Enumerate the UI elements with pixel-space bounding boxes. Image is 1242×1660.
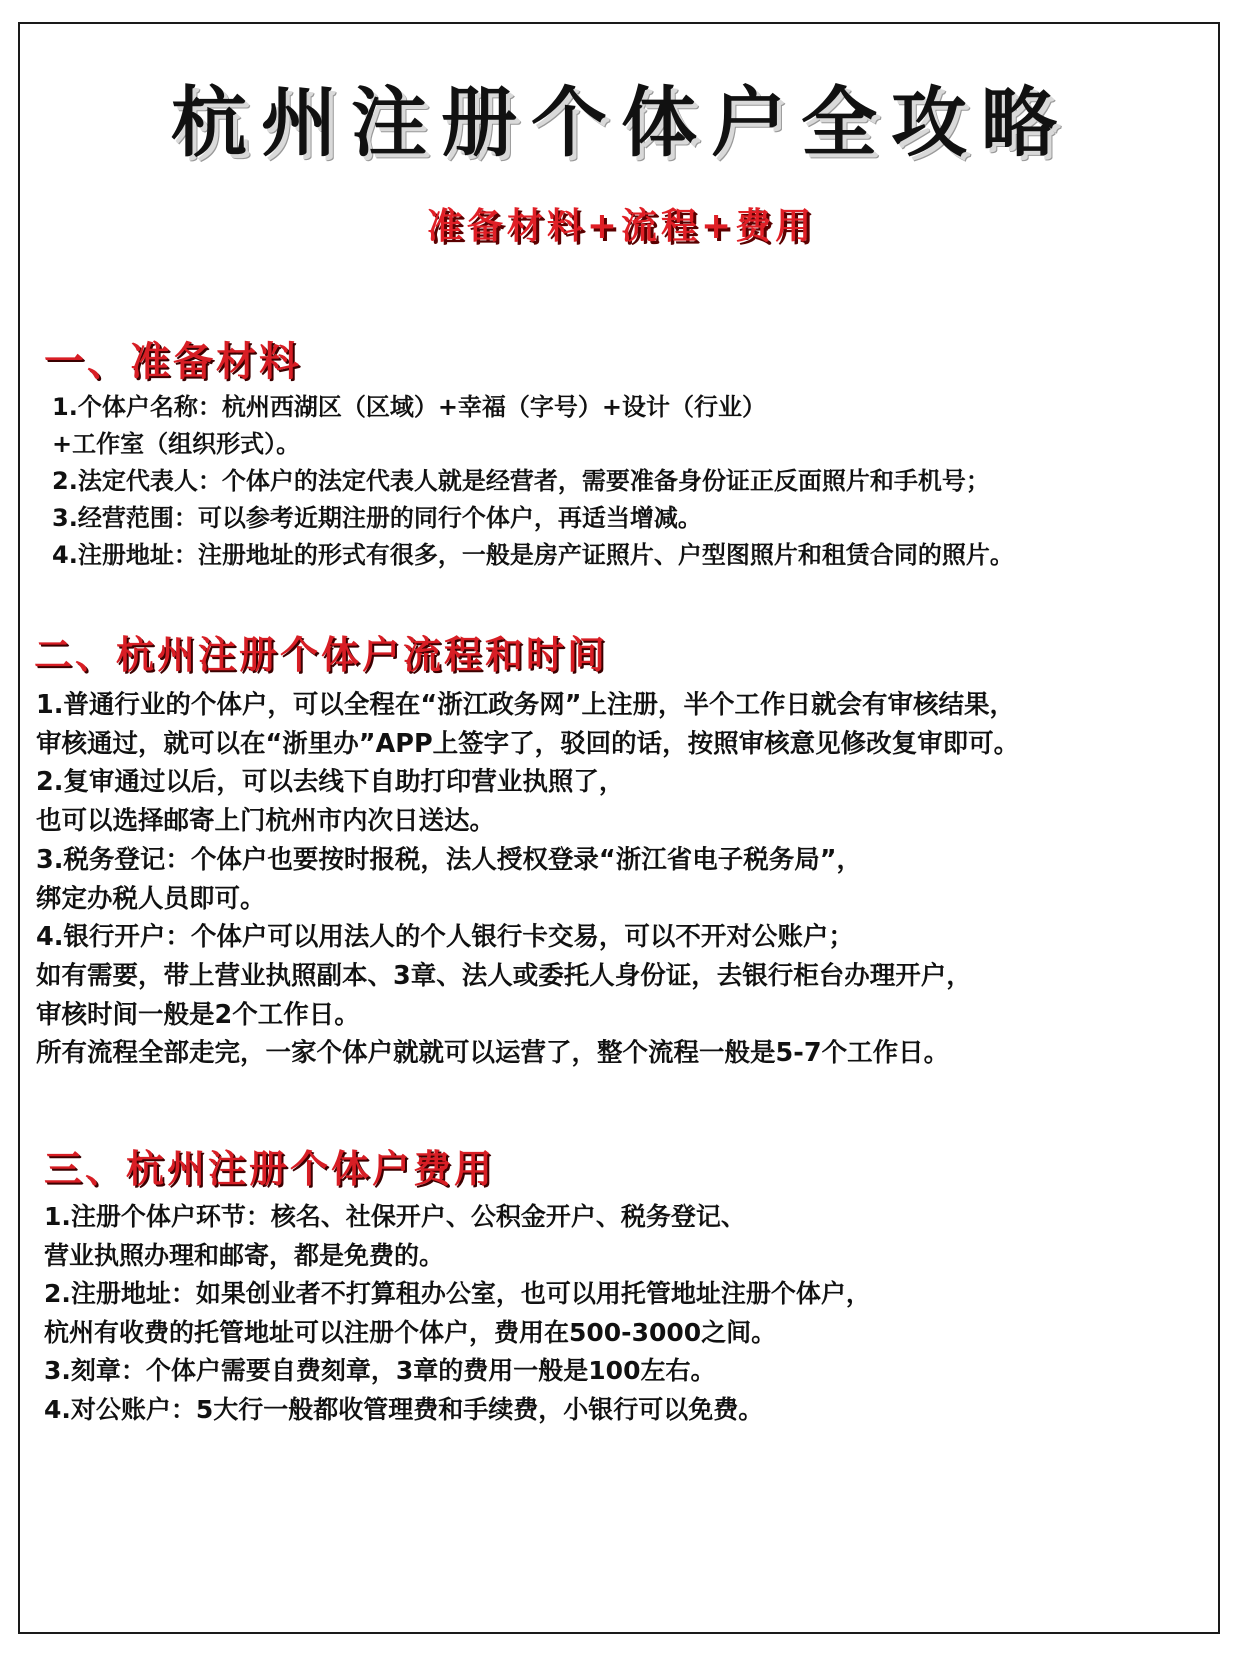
body-line: 1.注册个体户环节：核名、社保开户、公积金开户、税务登记、 [44,1202,746,1231]
section-body-process [36,686,1019,1073]
section-body-materials [52,389,1014,574]
body-line: 杭州有收费的托管地址可以注册个体户，费用在500-3000之间。 [44,1317,777,1347]
body-line: 2.注册地址：如果创业者不打算租办公室，也可以用托管地址注册个体户， [44,1279,871,1308]
section-body-fees [44,1198,871,1429]
body-line: 所有流程全部走完，一家个体户就就可以运营了，整个流程一般是5-7个工作日。 [36,1038,950,1069]
body-line: 4.银行开户：个体户可以用法人的个人银行卡交易，可以不开对公账户； [36,922,854,953]
body-line: 如有需要，带上营业执照副本、3章、法人或委托人身份证，去银行柜台办理开户， [36,960,972,991]
body-line: 审核时间一般是2个工作日。 [36,999,360,1030]
body-line: 3.税务登记：个体户也要按时报税，法人授权登录“浙江省电子税务局”， [36,844,862,875]
body-line: 3.经营范围：可以参考近期注册的同行个体户，再适当增减。 [52,504,702,532]
body-line: 营业执照办理和邮寄，都是免费的。 [44,1240,445,1270]
body-line: 绑定办税人员即可。 [36,883,266,914]
body-line: 2.法定代表人：个体户的法定代表人就是经营者，需要准备身份证正反面照片和手机号； [52,467,990,495]
body-line: 1.普通行业的个体户，可以全程在“浙江政务网”上注册，半个工作日就会有审核结果， [36,690,1015,720]
body-line: 1.个体户名称：杭州西湖区（区域）+幸福（字号）+设计（行业） [52,393,767,421]
section-heading-materials: 一、准备材料 [44,338,302,385]
page-subtitle: 准备材料+流程+费用 [426,205,816,247]
body-line: 也可以选择邮寄上门杭州市内次日送达。 [36,806,496,837]
body-line: 3.刻章：个体户需要自费刻章，3章的费用一般是100左右。 [44,1356,716,1385]
page-title: 杭州注册个体户全攻略 [171,78,1071,167]
body-line: 2.复审通过以后，可以去线下自助打印营业执照了， [36,767,625,798]
body-line: 审核通过，就可以在“浙里办”APP上签字了，驳回的话，按照审核意见修改复审即可。 [36,728,1020,759]
body-line: +工作室（组织形式）。 [52,430,301,458]
body-line: 4.对公账户：5大行一般都收管理费和手续费，小银行可以免费。 [44,1394,764,1424]
section-heading-fees: 三、杭州注册个体户费用 [44,1146,496,1191]
body-line: 4.注册地址：注册地址的形式有很多，一般是房产证照片、户型图照片和租赁合同的照片。 [52,541,1014,569]
section-heading-process: 二、杭州注册个体户流程和时间 [34,632,609,677]
